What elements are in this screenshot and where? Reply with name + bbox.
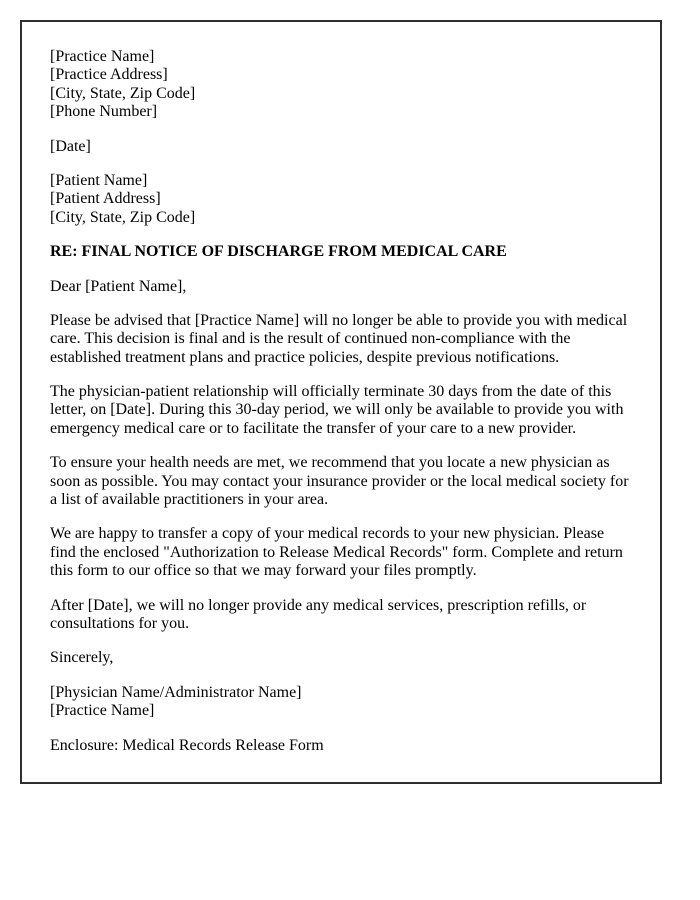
date-line: [Date]: [50, 137, 91, 155]
signature-block: [50, 684, 632, 721]
practice-phone: [Phone Number]: [50, 103, 158, 121]
paragraph-discharge-notice: Please be advised that [Practice Name] will no longer be able to provide you with medical care. This decision is final and is the result of continued non-compliance with the established treatment plans and practice policies, despite previous notifications.: [50, 311, 628, 366]
paragraph-termination-period: The physician-patient relationship will officially terminate 30 days from the date of this letter, on [Date]. During this 30-day period, we will only be available to provide you with emergency medical care or to facilitate the transfer of your care to a new provider.: [50, 383, 624, 437]
practice-address: [Practice Address]: [50, 66, 168, 84]
practice-city-state-zip: [City, State, Zip Code]: [50, 84, 196, 102]
letter-page: [20, 20, 662, 784]
subject-line: RE: FINAL NOTICE OF DISCHARGE FROM MEDICAL CARE: [50, 243, 507, 261]
practice-name: [Practice Name]: [50, 48, 155, 65]
patient-city-state-zip: [City, State, Zip Code]: [50, 208, 196, 226]
signer-name: [Physician Name/Administrator Name]: [50, 683, 302, 701]
enclosure-line: Enclosure: Medical Records Release Form: [50, 736, 324, 754]
signer-practice-name: [Practice Name]: [50, 702, 155, 720]
paragraph-records-transfer: We are happy to transfer a copy of your medical records to your new physician. Please find the enclosed "Authorization to Release Medical Records" form. Complete and return this form to our office so that we may forward your files promptly.: [50, 525, 623, 580]
patient-address-block: [50, 172, 632, 227]
discharge-letter: [50, 48, 632, 755]
paragraph-services-end: After [Date], we will no longer provide any medical services, prescription refills, or consultations for you.: [50, 596, 587, 632]
practice-address-block: [50, 48, 632, 122]
closing: Sincerely,: [50, 649, 114, 667]
patient-address: [Patient Address]: [50, 190, 161, 208]
paragraph-find-new-physician: To ensure your health needs are met, we recommend that you locate a new physician as soon as possible. You may contact your insurance provider or the local medical society for a list of available practitioners in your area.: [50, 454, 629, 509]
salutation: Dear [Patient Name],: [50, 277, 187, 295]
patient-name: [Patient Name]: [50, 171, 148, 189]
